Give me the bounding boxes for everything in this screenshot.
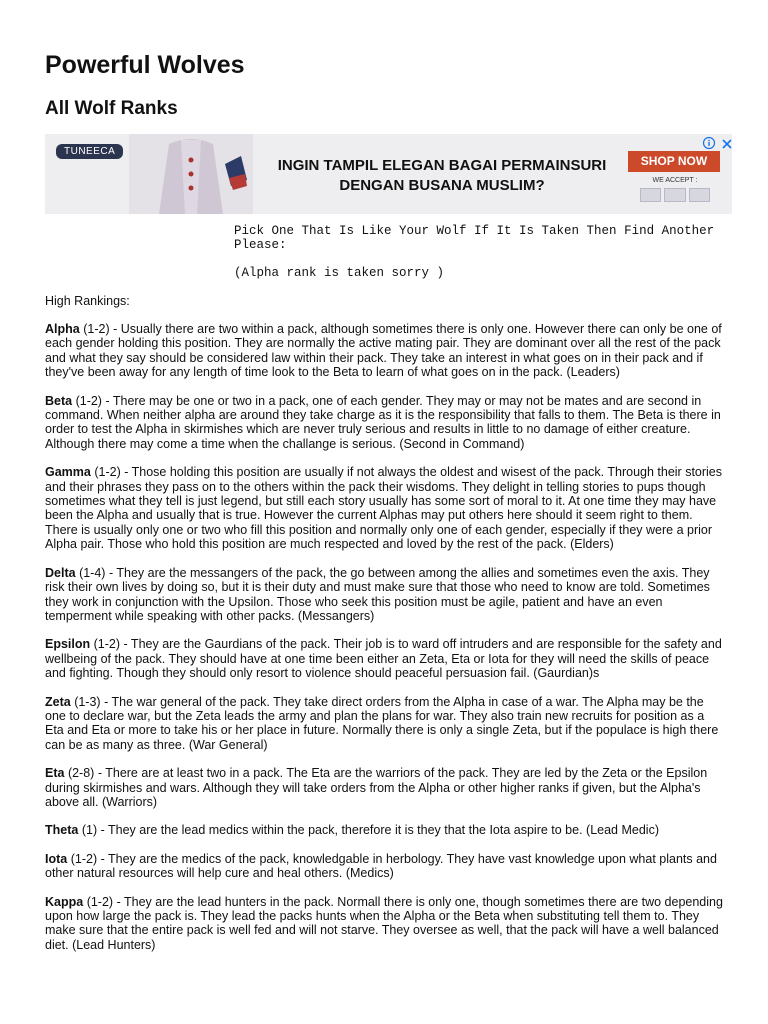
section-label: High Rankings:: [45, 294, 130, 308]
visa-card-icon: [640, 188, 661, 202]
ad-headline-line: INGIN TAMPIL ELEGAN BAGAI PERMAINSURI: [277, 157, 607, 174]
close-icon[interactable]: [720, 137, 732, 151]
rank-item: [45, 394, 723, 452]
availability-note: (Alpha rank is taken sorry ): [234, 266, 445, 280]
rank-count: (1-2): [75, 393, 102, 408]
rank-item: [45, 695, 723, 753]
rank-description: - They are the lead medics within the pack, therefore it is they that the Iota aspire to be. (Lead Medic): [97, 823, 659, 838]
rank-count: (2-8): [67, 766, 95, 781]
rank-name: Epsilon: [45, 637, 91, 652]
rank-description: - They are the lead hunters in the pack. Normall there is only one, though sometimes there are two depending upon how large the pack is. They lead the packs hunts when the Alpha or the Beta when substituting tell them to. They make sure that the entire pack is well fed and will not starve. They oversee as well, that the pack will have a well balanced diet. (Lead Hunters): [45, 894, 723, 952]
rank-count: (1-2): [83, 322, 110, 336]
rank-item: [45, 322, 723, 380]
ad-headline-line: DENGAN BUSANA MUSLIM?: [339, 177, 545, 194]
advertisement-banner[interactable]: [45, 134, 732, 214]
rank-item: [45, 566, 723, 624]
section-heading: All Wolf Ranks: [45, 98, 178, 119]
rank-description: - Those holding this position are usually if not always the oldest and wisest of the pack. Through their stories and their phrases they pass on to the others within the pack their wisdoms. They delight in telling stories to pups though sometimes what they tell is just legend, but still each story usually has some sort of moral to it. At one time they may have been the Alpha and usually that is true. However the current Alphas may put others here should it seem right to them. There is usually only one or two who fill this position and normally only one of each gender, especially if they were a prior Alpha pair. Those who hold this position are much respected and loved by the rest of the pack. (Elders): [45, 465, 723, 552]
rank-description: - There may be one or two in a pack, one of each gender. They may or may not be mates and are second in command. When neither alpha are around they take charge as it is the responsibility that falls to them. The Beta is there in order to test the Alpha in skirmishes which are never truly serious and results in little to no damage of either creature. Although there may come a time when the challange is serious. (Second in Command): [45, 393, 721, 451]
rank-item: [45, 766, 723, 809]
rank-name: Eta: [45, 766, 65, 781]
rank-item: [45, 465, 723, 551]
ad-model-image: [129, 134, 253, 214]
rank-description: - They are the medics of the pack, knowledgable in herbology. They have vast knowledge upon what plants and other natural resources will help cure and heal others. (Medics): [45, 851, 717, 881]
rank-count: (1-2): [93, 637, 121, 652]
rank-name: Delta: [45, 565, 76, 580]
rank-count: (1-2): [86, 894, 114, 909]
ad-accept-label: WE ACCEPT :: [652, 177, 698, 184]
instruction-text: Pick One That Is Like Your Wolf If It Is Taken Then Find Another Please:: [234, 224, 722, 252]
rank-description: - Usually there are two within a pack, although sometimes there is only one. However there can only be one of each gender holding this position. They are normally the active mating pair. They are dominant over all the rest of the pack and what they say should be considered law within their pack. They take an interest in what goes on in their pack and if they've been away for any length of time look to the Beta to learn of what goes on in the pack. (Leaders): [45, 322, 722, 380]
rank-item: [45, 823, 723, 837]
rank-item: [45, 895, 723, 953]
rank-name: Iota: [45, 851, 68, 866]
rank-description: - They are the messangers of the pack, the go between among the allies and sometimes even the axis. They risk their own lives by doing so, but it is their duty and must make sure that those who need to know are told. Sometimes they work in conjunction with the Upsilon. Those who seek this position must be agile, patient and have an even temperment while speaking with other packs. (Messangers): [45, 565, 710, 623]
rank-item: [45, 852, 723, 881]
rank-name: Kappa: [45, 894, 84, 909]
page-title: Powerful Wolves: [45, 51, 245, 79]
rank-name: Gamma: [45, 465, 91, 480]
rank-description: - The war general of the pack. They take direct orders from the Alpha in case of a war. The Alpha may be the one to declare war, but the Zeta leads the army and plan the plans for war. They also train new recruits for position as a Eta and Eta or more to take his or her place in future. Normally there is only a single Zeta, but if the populace is high there can be as many as three. (War General): [45, 694, 719, 752]
rank-count: (1-2): [94, 465, 121, 480]
rank-count: (1-4): [79, 565, 106, 580]
rank-name: Beta: [45, 393, 73, 408]
rank-name: Theta: [45, 823, 79, 838]
rank-description: - They are the Gaurdians of the pack. Their job is to ward off intruders and are responsible for the safety and wellbeing of the pack. They should have at one time been either an Zeta, Eta or Iota for they will need the skills of peace and fighting. Though they should only resort to violence should peaceful persuasion fail. (Gaurdian)s: [45, 637, 722, 681]
ad-headline: [257, 156, 627, 196]
paypal-icon: [689, 188, 710, 202]
rank-list: [45, 322, 723, 966]
ad-brand-logo: TUNEECA: [56, 144, 123, 159]
rank-count: (1-2): [70, 851, 98, 866]
rank-name: Alpha: [45, 322, 80, 336]
shop-now-button[interactable]: SHOP NOW: [628, 151, 720, 172]
adchoices-icon[interactable]: [702, 136, 716, 150]
rank-name: Zeta: [45, 694, 71, 709]
mastercard-icon: [664, 188, 685, 202]
rank-item: [45, 637, 723, 680]
rank-count: (1): [81, 823, 98, 838]
rank-count: (1-3): [74, 694, 101, 709]
payment-cards: [640, 188, 710, 200]
rank-description: - There are at least two in a pack. The Eta are the warriors of the pack. They are led by the Zeta or the Epsilon during skirmishes and wars. Although they will take orders from the Alpha or other higher ranks if given, but the Alpha's above all. (Warriors): [45, 766, 708, 809]
